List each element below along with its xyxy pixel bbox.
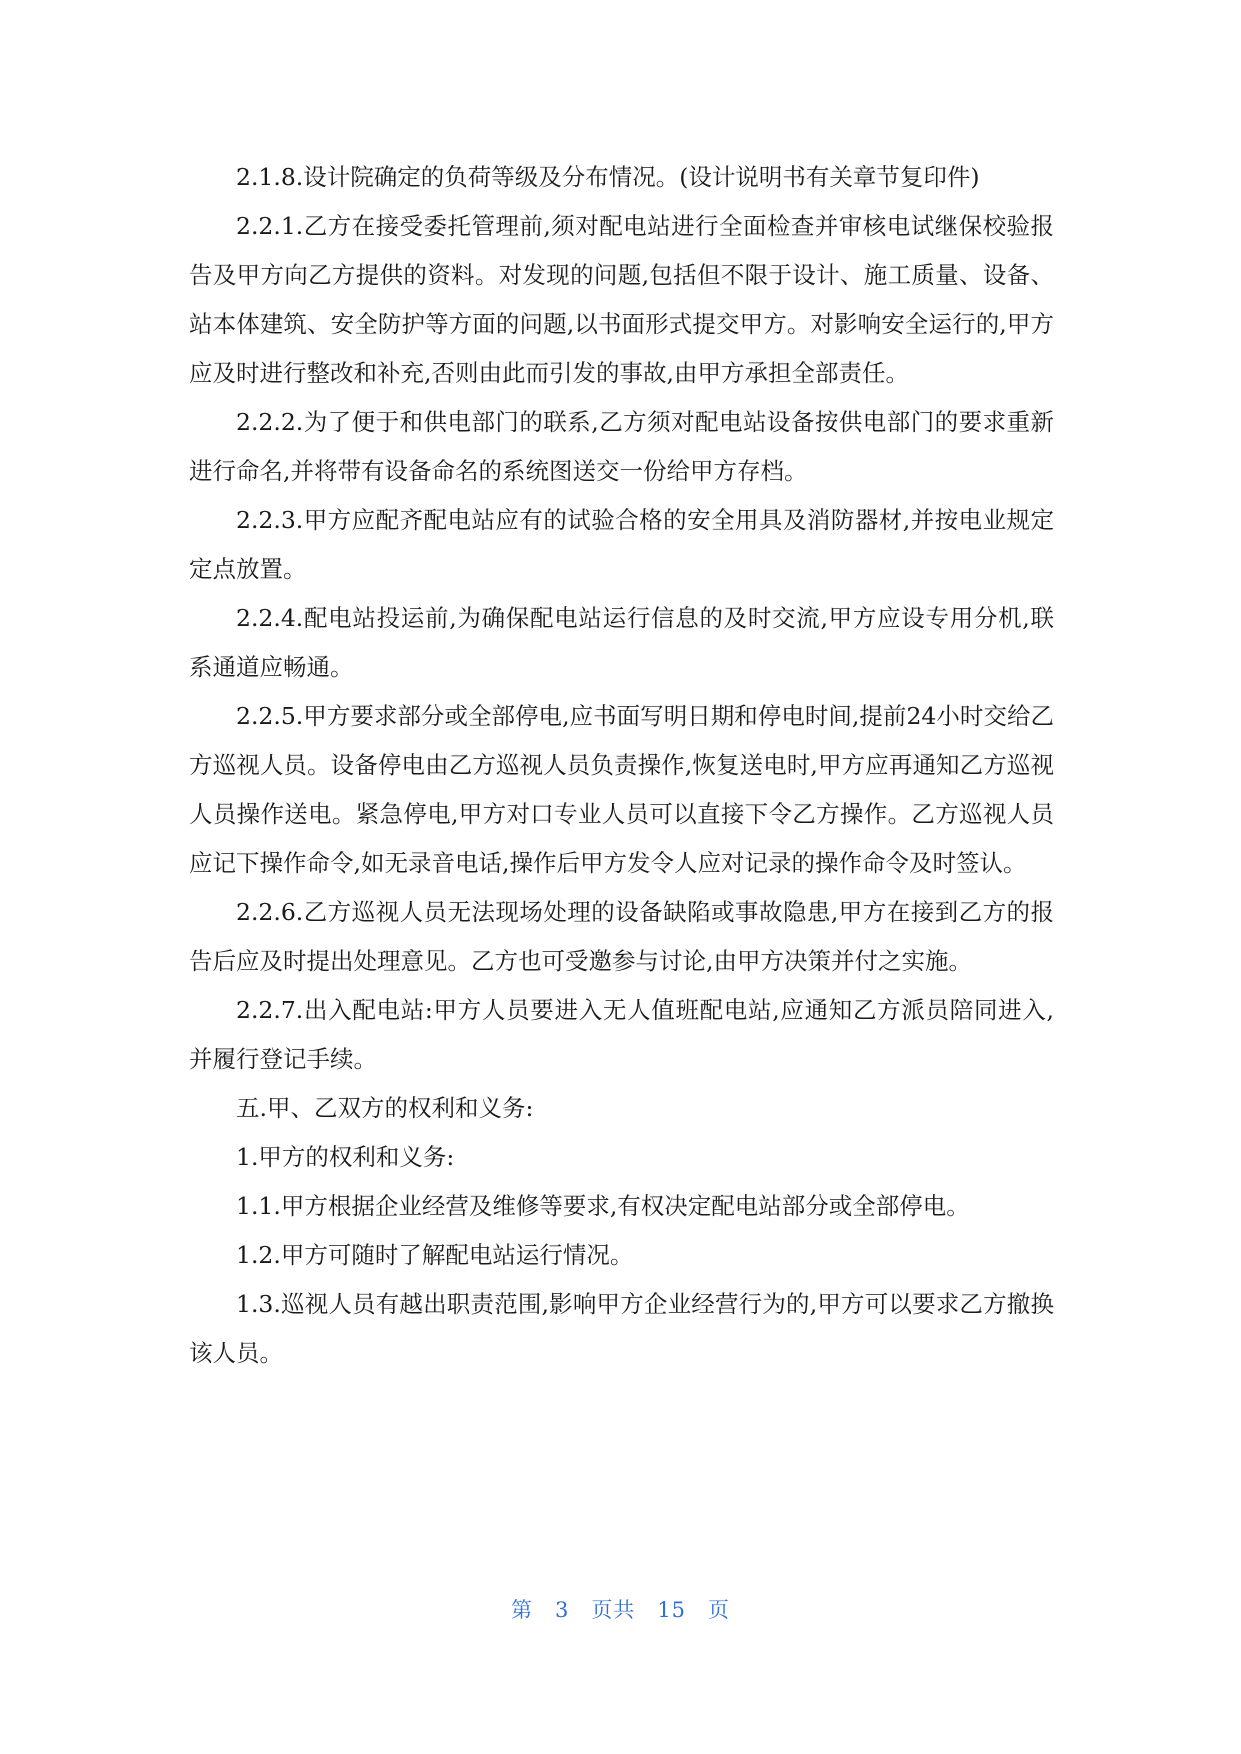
- footer-suffix: 页: [708, 1598, 731, 1622]
- paragraph: 2.2.2.为了便于和供电部门的联系,乙方须对配电站设备按供电部门的要求重新进行命名,并将带有设备命名的系统图送交一份给甲方存档。: [189, 408, 1054, 485]
- footer-middle: 页共: [591, 1598, 636, 1622]
- paragraph: 1.1.甲方根据企业经营及维修等要求,有权决定配电站部分或全部停电。: [236, 1192, 970, 1220]
- paragraph: 1.3.巡视人员有越出职责范围,影响甲方企业经营行为的,甲方可以要求乙方撤换该人员。: [189, 1290, 1054, 1367]
- current-page-number: 3: [554, 1598, 570, 1622]
- footer-prefix: 第: [510, 1598, 533, 1622]
- paragraph: 2.2.7.出入配电站:甲方人员要进入无人值班配电站,应通知乙方派员陪同进入,并履行登记手续。: [189, 996, 1054, 1073]
- paragraph: 2.2.4.配电站投运前,为确保配电站运行信息的及时交流,甲方应设专用分机,联系通道应畅通。: [189, 604, 1054, 681]
- paragraph: 2.2.1.乙方在接受委托管理前,须对配电站进行全面检查并审核电试继保校验报告及甲方向乙方提供的资料。对发现的问题,包括但不限于设计、施工质量、设备、站本体建筑、安全防护等方面的问题,以书面形式提交甲方。对影响安全运行的,甲方应及时进行整改和补充,否则由此而引发的事故,由甲方承担全部责任。: [189, 212, 1054, 387]
- section-heading: 五.甲、乙双方的权利和义务:: [236, 1094, 534, 1122]
- subsection-heading: 1.甲方的权利和义务:: [236, 1143, 455, 1171]
- paragraph: 2.2.5.甲方要求部分或全部停电,应书面写明日期和停电时间,提前24小时交给乙方巡视人员。设备停电由乙方巡视人员负责操作,恢复送电时,甲方应再通知乙方巡视人员操作送电。紧急停电,甲方对口专业人员可以直接下令乙方操作。乙方巡视人员应记下操作命令,如无录音电话,操作后甲方发令人应对记录的操作命令及时签认。: [189, 702, 1054, 877]
- paragraph: 2.2.3.甲方应配齐配电站应有的试验合格的安全用具及消防器材,并按电业规定定点放置。: [189, 506, 1054, 583]
- paragraph: 2.2.6.乙方巡视人员无法现场处理的设备缺陷或事故隐患,甲方在接到乙方的报告后应及时提出处理意见。乙方也可受邀参与讨论,由甲方决策并付之实施。: [189, 898, 1054, 975]
- body-text: [189, 153, 1054, 1378]
- paragraph: 1.2.甲方可随时了解配电站运行情况。: [236, 1241, 634, 1269]
- paragraph: 2.1.8.设计院确定的负荷等级及分布情况。(设计说明书有关章节复印件): [236, 163, 980, 191]
- total-page-number: 15: [657, 1598, 687, 1622]
- page-footer: [0, 1594, 1241, 1624]
